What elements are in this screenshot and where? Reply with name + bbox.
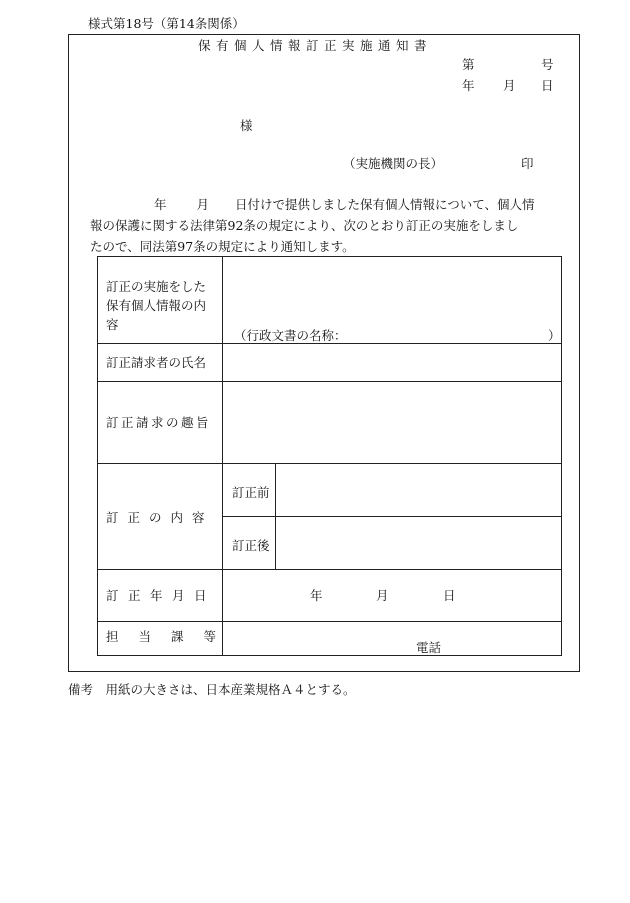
document-name-label: （行政文書の名称： [234, 328, 347, 343]
correction-date-label: 訂正年月日 [106, 588, 217, 603]
request-purpose-label: 訂正請求の趣旨 [106, 415, 212, 430]
table-row-divider [98, 343, 561, 344]
body-text-line-3: たので、同法第97条の規定により通知します。 [90, 239, 355, 254]
body-month-label: 月 [196, 197, 210, 212]
table-column-divider [222, 257, 223, 656]
table-column-divider [275, 463, 276, 569]
department-label: 担当課等 [106, 629, 237, 644]
table-row-divider [98, 463, 561, 464]
correction-content-label: 訂正の内容 [106, 510, 214, 525]
table-row-divider [222, 516, 561, 517]
document-title: 保有個人情報訂正実施通知書 [197, 38, 432, 53]
after-correction-label: 訂正後 [232, 538, 270, 553]
correction-date-month: 月 [376, 588, 389, 603]
corrected-info-label: 訂正の実施をした保有個人情報の内容 [106, 279, 207, 332]
correction-date-day: 日 [443, 588, 456, 603]
body-text-line-2: 報の保護に関する法律第92条の規定により、次のとおり訂正の実施をしまし [90, 218, 519, 233]
document-number-prefix: 第 [462, 57, 475, 72]
body-text-rest: 日付けで提供しました保有個人情報について、個人情 [235, 197, 535, 212]
issue-date-day-label: 日 [541, 78, 554, 93]
remarks-note: 備考 用紙の大きさは、日本産業規格Ａ４とする。 [68, 682, 356, 697]
table-row-divider [98, 621, 561, 622]
body-text-line-1 [90, 199, 535, 212]
addressee-honorific: 様 [240, 118, 253, 133]
seal-mark: 印 [521, 156, 534, 171]
correction-notice-table [97, 256, 562, 656]
requester-name-label: 訂正請求者の氏名 [106, 355, 207, 370]
table-row-divider [98, 569, 561, 570]
form-number: 様式第18号（第14条関係） [88, 16, 245, 31]
document-number-suffix: 号 [541, 57, 554, 72]
body-year-label: 年 [154, 197, 167, 212]
issue-date-month-label: 月 [503, 78, 516, 93]
document-name-close: ） [548, 328, 561, 343]
table-row-divider [98, 381, 561, 382]
issuer-name: （実施機関の長） [343, 156, 444, 171]
correction-date-year: 年 [310, 588, 323, 603]
before-correction-label: 訂正前 [232, 485, 270, 500]
phone-label: 電話 [416, 640, 442, 655]
issue-date-year-label: 年 [462, 78, 475, 93]
